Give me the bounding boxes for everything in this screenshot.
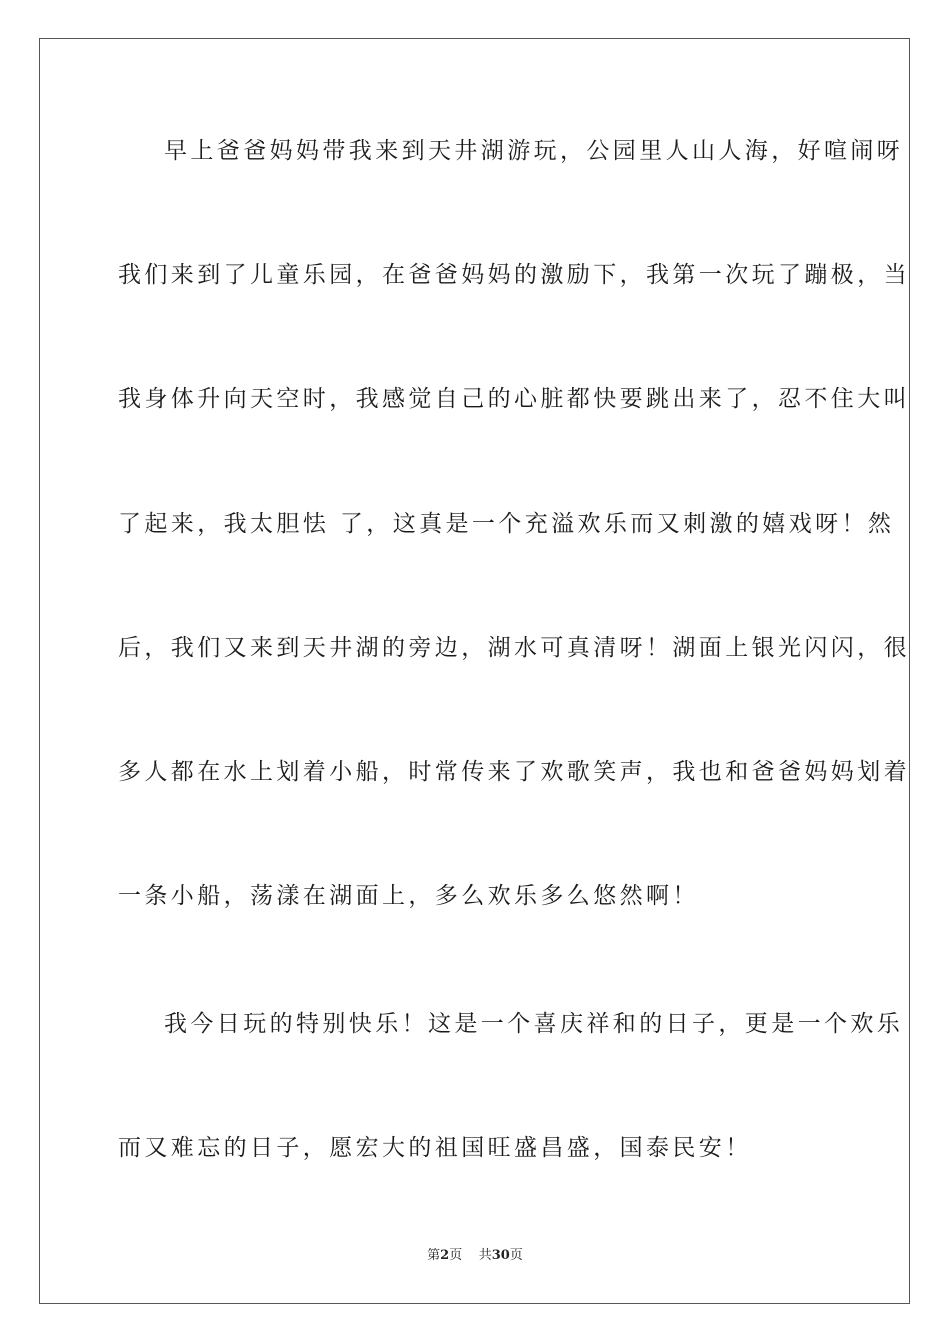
page-footer xyxy=(0,1247,950,1265)
text-line: 我身体升向天空时，我感觉自己的心脏都快要跳出来了，忍不住大叫 xyxy=(118,386,910,412)
text-line: 我们来到了儿童乐园，在爸爸妈妈的激励下，我第一次玩了蹦极，当 xyxy=(118,262,910,288)
text-line: 早上爸爸妈妈带我来到天井湖游玩，公园里人山人海，好喧闹呀 xyxy=(164,138,904,164)
text-line: 多人都在水上划着小船，时常传来了欢歌笑声，我也和爸爸妈妈划着 xyxy=(118,759,910,785)
text-line: 而又难忘的日子，愿宏大的祖国旺盛昌盛，国泰民安！ xyxy=(118,1135,752,1161)
total-prefix: 共 xyxy=(478,1248,492,1263)
page-border xyxy=(39,38,910,1304)
total-suffix: 页 xyxy=(509,1248,523,1263)
total-pages: 30 xyxy=(491,1248,510,1263)
page-suffix: 页 xyxy=(449,1248,463,1263)
text-line: 了起来，我太胆怯 了，这真是一个充溢欢乐而又刺激的嬉戏呀！然 xyxy=(118,511,895,537)
page-number: 2 xyxy=(440,1248,450,1263)
text-line: 我今日玩的特别快乐！这是一个喜庆祥和的日子，更是一个欢乐 xyxy=(164,1011,904,1037)
page-prefix: 第 xyxy=(427,1248,441,1263)
text-line: 后，我们又来到天井湖的旁边，湖水可真清呀！湖面上银光闪闪，很 xyxy=(118,635,910,661)
text-line: 一条小船，荡漾在湖面上，多么欢乐多么悠然啊！ xyxy=(118,883,699,909)
